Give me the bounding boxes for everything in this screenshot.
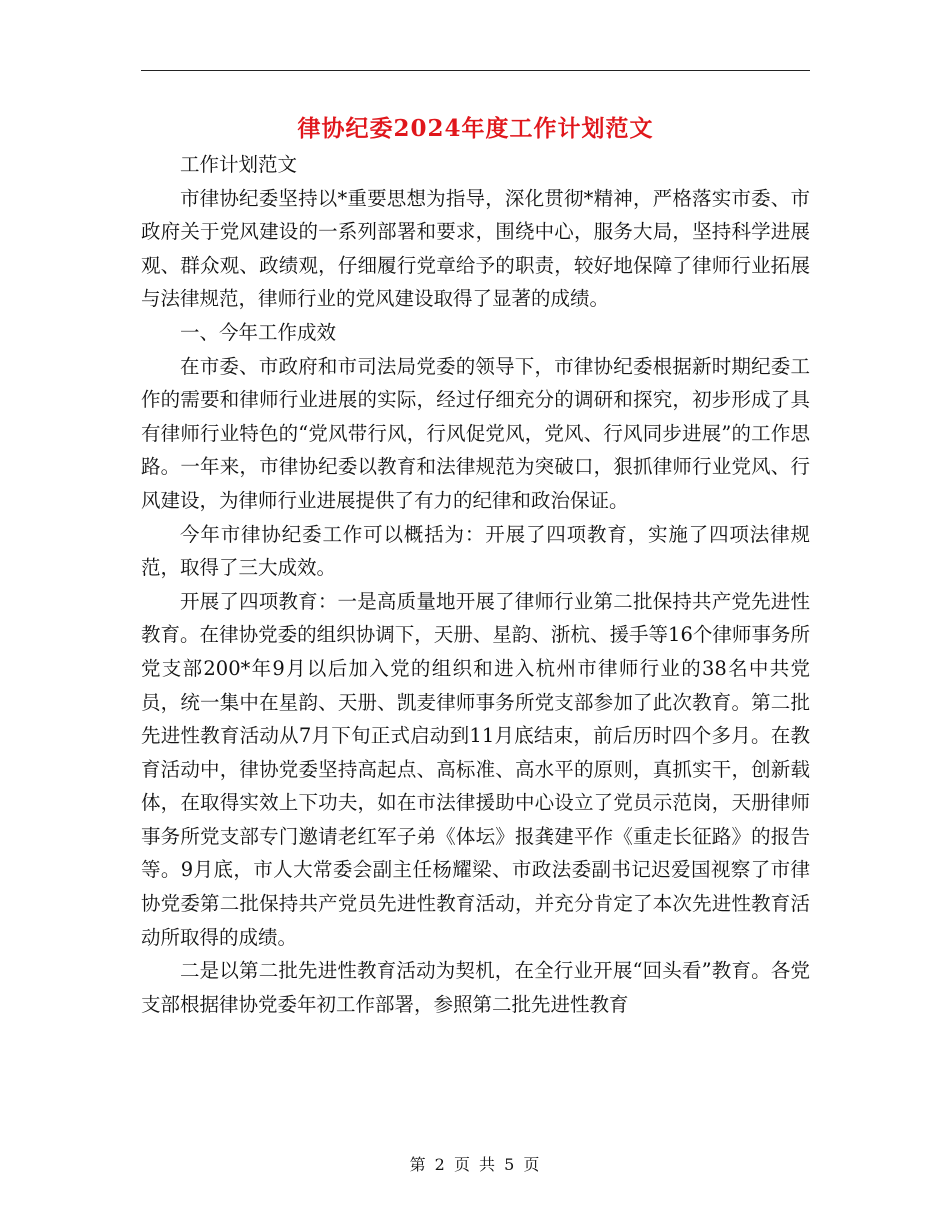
paragraph: 在市委、市政府和市司法局党委的领导下，市律协纪委根据新时期纪委工作的需要和律师行业进展的实际，经过仔细充分的调研和探究，初步形成了具有律师行业特色的“党风带行风，行风促党风，党风、行风同步进展”的工作思路。一年来，市律协纪委以教育和法律规范为突破口，狠抓律师行业党风、行风建设，为律师行业进展提供了有力的纪律和政治保证。 bbox=[141, 354, 810, 512]
paragraph-intro: 市律协纪委坚持以*重要思想为指导，深化贯彻*精神，严格落实市委、市政府关于党风建设的一系列部署和要求，围绕中心，服务大局，坚持科学进展观、群众观、政绩观，仔细履行党章给予的职责，较好地保障了律师行业拓展与法律规范，律师行业的党风建设取得了显著的成绩。 bbox=[141, 186, 810, 311]
paragraph: 今年市律协纪委工作可以概括为：开展了四项教育，实施了四项法律规范，取得了三大成效。 bbox=[141, 522, 810, 580]
paragraph: 开展了四项教育：一是高质量地开展了律师行业第二批保持共产党先进性教育。在律协党委的组织协调下，天册、星韵、浙杭、援手等16个律师事务所党支部200*年9月以后加入党的组织和进入杭州市律师行业的38名中共党员，统一集中在星韵、天册、凯麦律师事务所党支部参加了此次教育。第二批先进性教育活动从7月下旬正式启动到11月底结束，前后历时四个多月。在教育活动中，律协党委坚持高起点、高标准、高水平的原则，真抓实干，创新载体，在取得实效上下功夫，如在市法律援助中心设立了党员示范岗，天册律师事务所党支部专门邀请老红军子弟《体坛》报龚建平作《重走长征路》的报告等。9月底，市人大常委会副主任杨耀梁、市政法委副书记迟爱国视察了市律协党委第二批保持共产党员先进性教育活动，并充分肯定了本次先进性教育活动所取得的成绩。 bbox=[141, 589, 810, 949]
header-rule bbox=[141, 70, 810, 71]
document-body bbox=[141, 148, 810, 1021]
paragraph: 二是以第二批先进性教育活动为契机，在全行业开展“回头看”教育。各党支部根据律协党委年初工作部署，参照第二批先进性教育 bbox=[141, 959, 810, 1016]
section-heading: 一、今年工作成效 bbox=[180, 320, 337, 344]
page-number: 第 2 页 共 5 页 bbox=[409, 1155, 542, 1174]
paragraph-subtitle: 工作计划范文 bbox=[180, 153, 298, 176]
document-title: 律协纪委2024年度工作计划范文 bbox=[297, 115, 654, 142]
